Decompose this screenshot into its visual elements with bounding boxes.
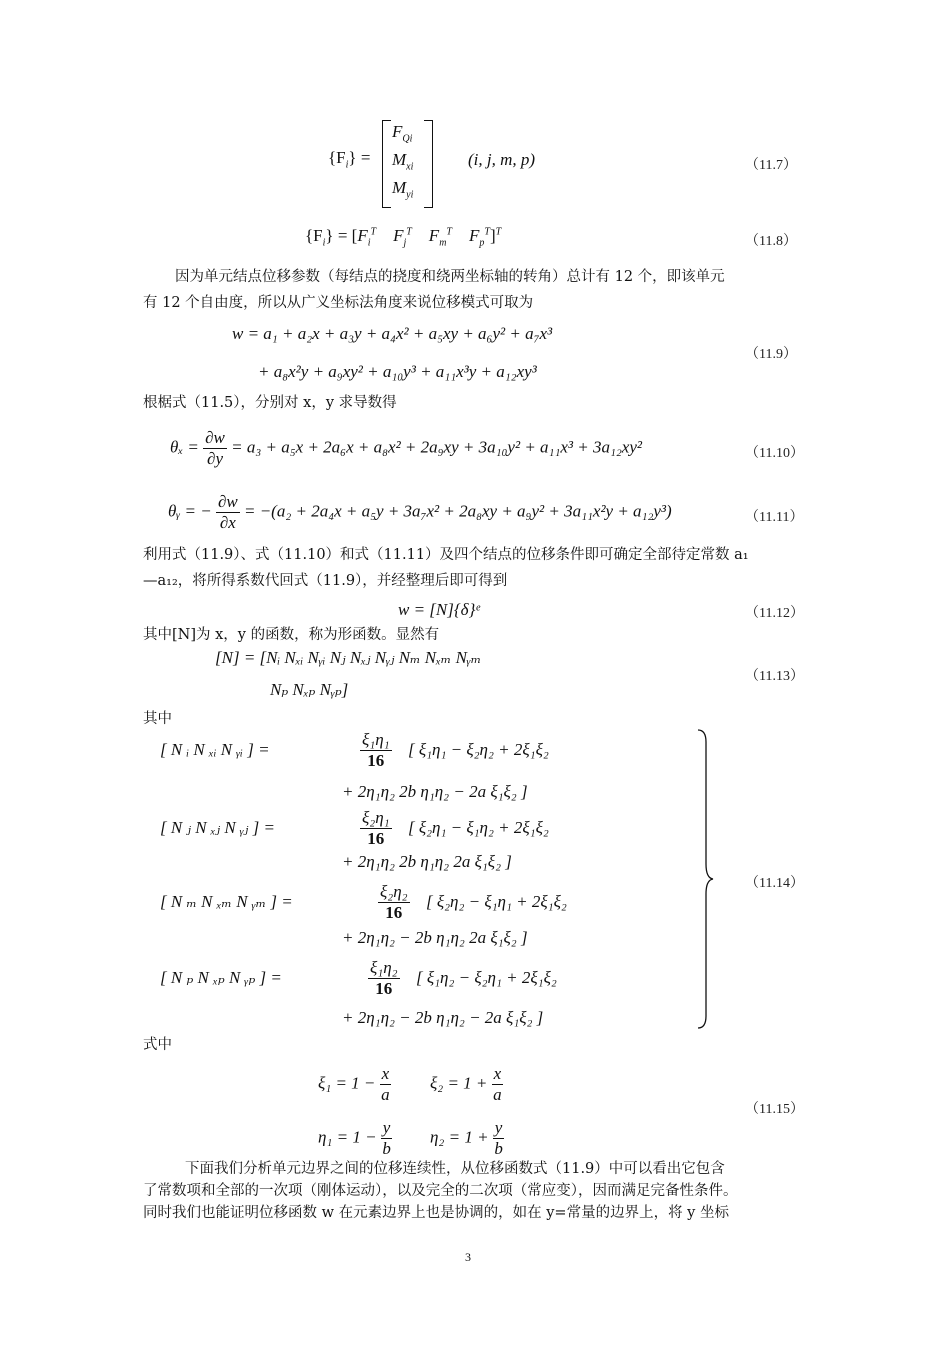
paragraph-5-line-1: 下面我们分析单元边界之间的位移连续性，从位移函数式（11.9）中可以看出它包含 xyxy=(185,1161,725,1177)
paragraph-5-line-2: 了常数项和全部的一次项（刚体运动），以及完全的二次项（常应变），因而满足完备性条件。 xyxy=(143,1183,738,1199)
eq-11-15-xi2-num: x xyxy=(493,1064,502,1083)
eq-11-14-row-3-den: 16 xyxy=(385,903,403,922)
eq-11-8-eq: } = [ xyxy=(325,226,358,245)
matrix-right-bracket xyxy=(424,120,433,208)
eq-11-14-row-1-num: ξ₁η₁ xyxy=(362,730,390,749)
paragraph-5 xyxy=(143,1158,808,1224)
matrix-entry-myi: $M_{yi}$ xyxy=(392,178,414,201)
eq-11-13-number: （11.13） xyxy=(745,669,804,684)
eq-11-13-line-2: Nₚ Nₓₚ Nᵧₚ] xyxy=(270,680,349,699)
eq-11-14-row-1-b: + 2η₁η₂ 2b η₁η₂ − 2a ξ₁ξ₂ ] xyxy=(342,782,528,801)
paragraph-5-line-3: 同时我们也能证明位移函数 w 在元素边界上也是协调的，如在 y=常量的边界上，将 y 坐标 xyxy=(143,1205,729,1221)
eq-11-11-den: ∂x xyxy=(219,513,236,532)
eq-11-13-line-1: [N] = [Nᵢ Nₓᵢ Nᵧᵢ Nⱼ Nₓⱼ Nᵧⱼ Nₘ Nₓₘ Nᵧₘ xyxy=(215,648,482,667)
eq-11-9-number: （11.9） xyxy=(745,347,797,362)
eq-11-15-xi2-lhs: ξ₂ = 1 + xyxy=(430,1073,488,1093)
paragraph-1-line-2: 有 12 个自由度，所以从广义坐标法角度来说位移模式可取为 xyxy=(143,295,534,311)
eq-11-15-xi1-num: x xyxy=(381,1064,390,1083)
eq-11-14-row-2-b: + 2η₁η₂ 2b η₁η₂ 2a ξ₁ξ₂ ] xyxy=(342,852,512,871)
eq-11-8-number: （11.8） xyxy=(745,234,797,249)
matrix-entry-mxi: $M_{xi}$ xyxy=(392,150,414,173)
eq-11-15-xi1 xyxy=(318,1064,391,1105)
eq-11-14 xyxy=(160,730,720,1030)
eq-11-10-fraction xyxy=(203,428,227,469)
page-number: 3 xyxy=(465,1250,471,1264)
eq-11-15-eta2-lhs: η₂ = 1 + xyxy=(430,1127,489,1147)
label-qizhong: 其中 xyxy=(143,711,172,727)
eq-11-15-eta2-num: y xyxy=(494,1118,503,1137)
eq-11-14-row-3-b: + 2η₁η₂ − 2b η₁η₂ 2a ξ₁ξ₂ ] xyxy=(342,928,528,947)
eq-11-14-row-3-num: ξ₂η₂ xyxy=(380,882,408,901)
eq-11-10-num: ∂w xyxy=(205,428,225,447)
eq-11-14-row-4-a: [ ξ₁η₂ − ξ₂η₁ + 2ξ₁ξ₂ xyxy=(416,968,557,987)
paragraph-3-line-2: —a₁₂，将所得系数代回式（11.9），并经整理后即可得到 xyxy=(143,573,508,589)
eq-11-8-fj: F xyxy=(393,226,404,245)
eq-11-14-row-1-a: [ ξ₁η₁ − ξ₂η₂ + 2ξ₁ξ₂ xyxy=(408,740,549,759)
eq-11-15-xi2-den: a xyxy=(493,1085,502,1104)
eq-11-15-eta1 xyxy=(318,1118,392,1159)
eq-11-15-eta1-den: b xyxy=(382,1139,391,1158)
eq-11-7-number: （11.7） xyxy=(745,158,797,173)
eq-11-14-row-4-b: + 2η₁η₂ − 2b η₁η₂ − 2a ξ₁ξ₂ ] xyxy=(342,1008,544,1027)
eq-11-15-xi1-den: a xyxy=(381,1085,390,1104)
eq-11-11-fraction xyxy=(216,492,240,533)
eq-11-14-row-2-lhs: [ N ⱼ N ₓⱼ N ᵧⱼ ] = xyxy=(160,818,275,837)
eq-11-14-row-2-fraction xyxy=(360,808,392,849)
eq-11-14-row-3-lhs: [ N ₘ N ₓₘ N ᵧₘ ] = xyxy=(160,892,293,911)
paragraph-1 xyxy=(143,264,808,316)
eq-11-10-rhs: = a₃ + a₅x + 2a₆x + a₈x² + 2a₉xy + 3a₁₀y² + a₁₁x³ + 3a₁₂xy² xyxy=(231,437,642,457)
paragraph-3 xyxy=(143,542,808,594)
eq-11-14-row-3-a: [ ξ₂η₂ − ξ₁η₁ + 2ξ₁ξ₂ xyxy=(426,892,567,911)
eq-11-11 xyxy=(168,492,672,533)
eq-11-15-eta1-lhs: η₁ = 1 − xyxy=(318,1127,377,1147)
eq-11-14-row-3-fraction xyxy=(378,882,410,923)
eq-11-14-row-4-lhs: [ N ₚ N ₓₚ N ᵧₚ ] = xyxy=(160,968,282,987)
eq-11-12: w = [N]{δ}ᵉ xyxy=(398,600,480,619)
eq-11-11-rhs: = −(a₂ + 2a₄x + a₅y + 3a₇x² + 2a₈xy + a₉y² + 3a₁₁x²y + a₁₂y³) xyxy=(243,501,672,521)
eq-11-8-end: ] xyxy=(489,226,496,245)
eq-11-15-number: （11.15） xyxy=(745,1102,804,1117)
eq-11-15-eta2 xyxy=(430,1118,504,1159)
eq-11-14-row-2-a: [ ξ₂η₁ − ξ₁η₂ + 2ξ₁ξ₂ xyxy=(408,818,549,837)
eq-11-8-fp: F xyxy=(468,226,480,245)
eq-11-14-row-4-den: 16 xyxy=(375,979,393,998)
paragraph-1-line-1: 因为单元结点位移参数（每结点的挠度和绕两坐标轴的转角）总计有 12 个，即该单元 xyxy=(175,269,725,285)
eq-11-7-lhs: $\{F_i\}$ = xyxy=(328,148,371,171)
eq-11-11-num: ∂w xyxy=(217,492,238,511)
paragraph-4 xyxy=(143,622,808,648)
eq-11-9-line-2: + a₈x²y + a₉xy² + a₁₀y³ + a₁₁x³y + a₁₂xy³ xyxy=(258,362,537,381)
eq-11-15-xi1-lhs: ξ₁ = 1 − xyxy=(318,1073,376,1093)
eq-11-15-xi2 xyxy=(430,1064,503,1105)
eq-11-7-args: (i, j, m, p) xyxy=(468,150,536,169)
eq-11-14-right-brace xyxy=(696,728,716,1030)
eq-11-12-number: （11.12） xyxy=(745,606,804,621)
eq-11-7 xyxy=(328,110,728,210)
eq-11-10-den: ∂y xyxy=(207,449,223,468)
eq-11-11-number: （11.11） xyxy=(745,510,804,525)
eq-11-14-row-1-lhs: [ N ᵢ N ₓᵢ N ᵧᵢ ] = xyxy=(160,740,270,759)
eq-11-8: $\{F_i\} = [F_i^T$ $F_j^T$ $F_m^T$ $F_p^T]^T$ xyxy=(305,226,502,249)
eq-11-14-row-2-den: 16 xyxy=(367,829,385,848)
label-shizhong: 式中 xyxy=(143,1037,172,1053)
eq-11-8-fi: F xyxy=(357,226,368,245)
eq-11-9-line-1: w = a₁ + a₂x + a₃y + a₄x² + a₅xy + a₆y² + a₇x³ xyxy=(232,324,553,343)
eq-11-8-lhs: {F xyxy=(305,226,323,245)
eq-11-10-number: （11.10） xyxy=(745,446,804,461)
eq-11-14-row-4-num: ξ₁η₂ xyxy=(370,958,398,977)
eq-11-14-number: （11.14） xyxy=(745,876,804,891)
eq-11-14-row-4-fraction xyxy=(368,958,400,999)
eq-11-8-fm: F xyxy=(428,226,440,245)
eq-11-14-row-1-den: 16 xyxy=(367,751,385,770)
paragraph-3-line-1: 利用式（11.9）、式（11.10）和式（11.11）及四个结点的位移条件即可确定全部待定常数 a₁ xyxy=(143,547,749,563)
paragraph-4-line-1: 其中[N]为 x，y 的函数，称为形函数。显然有 xyxy=(143,627,440,643)
eq-11-15-eta2-den: b xyxy=(494,1139,503,1158)
paragraph-2 xyxy=(143,390,808,416)
matrix-left-bracket xyxy=(382,120,391,208)
eq-11-15-eta1-num: y xyxy=(382,1118,391,1137)
eq-11-11-lhs: θᵧ = − xyxy=(168,501,212,521)
matrix-entry-fqi: $F_{Qi}$ xyxy=(392,122,413,145)
eq-11-10 xyxy=(170,428,642,469)
paragraph-2-line-1: 根椐式（11.5），分别对 x，y 求导数得 xyxy=(143,395,397,411)
eq-11-14-row-1-fraction xyxy=(360,730,392,771)
eq-11-10-lhs: θₓ = xyxy=(170,437,199,457)
eq-11-14-row-2-num: ξ₂η₁ xyxy=(362,808,390,827)
